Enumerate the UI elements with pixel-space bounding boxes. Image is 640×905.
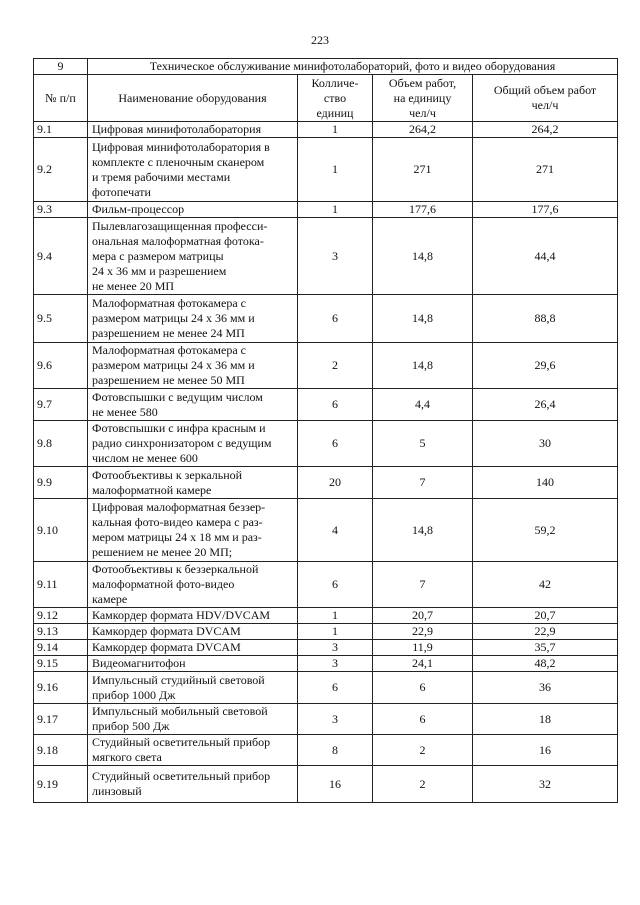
section-row xyxy=(34,59,618,75)
total-hours: 22,9 xyxy=(473,624,618,640)
per-unit-hours: 177,6 xyxy=(373,202,473,218)
total-hours: 44,4 xyxy=(473,218,618,295)
quantity: 1 xyxy=(298,122,373,138)
table-row xyxy=(34,138,618,202)
per-unit-hours: 14,8 xyxy=(373,499,473,562)
header-qty: Колличе- ство единиц xyxy=(298,75,373,122)
per-unit-hours: 6 xyxy=(373,672,473,704)
total-hours: 59,2 xyxy=(473,499,618,562)
table-row xyxy=(34,421,618,467)
header-per-unit: Объем работ, на единицу чел/ч xyxy=(373,75,473,122)
table-row xyxy=(34,499,618,562)
row-number: 9.2 xyxy=(34,138,88,202)
equipment-name: Видеомагнитофон xyxy=(88,656,298,672)
per-unit-hours: 22,9 xyxy=(373,624,473,640)
quantity: 2 xyxy=(298,343,373,389)
equipment-name: Малоформатная фотокамера с размером матрицы 24 x 36 мм и разрешением не менее 50 МП xyxy=(88,343,298,389)
quantity: 16 xyxy=(298,766,373,803)
per-unit-hours: 14,8 xyxy=(373,295,473,343)
table-row xyxy=(34,562,618,608)
total-hours: 264,2 xyxy=(473,122,618,138)
equipment-name: Камкордер формата DVCAM xyxy=(88,640,298,656)
total-hours: 29,6 xyxy=(473,343,618,389)
row-number: 9.1 xyxy=(34,122,88,138)
per-unit-hours: 6 xyxy=(373,704,473,735)
table-row xyxy=(34,672,618,704)
page-number: 223 xyxy=(311,33,329,47)
section-title: Техническое обслуживание минифотолабораторий, фото и видео оборудования xyxy=(88,59,618,75)
total-hours: 35,7 xyxy=(473,640,618,656)
total-hours: 88,8 xyxy=(473,295,618,343)
equipment-table xyxy=(33,58,618,803)
table-row xyxy=(34,640,618,656)
total-hours: 32 xyxy=(473,766,618,803)
total-hours: 16 xyxy=(473,735,618,766)
row-number: 9.7 xyxy=(34,389,88,421)
total-hours: 30 xyxy=(473,421,618,467)
quantity: 6 xyxy=(298,672,373,704)
section-number: 9 xyxy=(34,59,88,75)
equipment-name: Фотовспышки с инфра красным и радио синхронизатором с ведущим числом не менее 600 xyxy=(88,421,298,467)
per-unit-hours: 5 xyxy=(373,421,473,467)
per-unit-hours: 2 xyxy=(373,766,473,803)
total-hours: 177,6 xyxy=(473,202,618,218)
per-unit-hours: 14,8 xyxy=(373,343,473,389)
total-hours: 20,7 xyxy=(473,608,618,624)
quantity: 6 xyxy=(298,421,373,467)
equipment-name: Студийный осветительный прибор линзовый xyxy=(88,766,298,803)
row-number: 9.3 xyxy=(34,202,88,218)
quantity: 4 xyxy=(298,499,373,562)
quantity: 1 xyxy=(298,608,373,624)
equipment-name: Камкордер формата DVCAM xyxy=(88,624,298,640)
total-hours: 271 xyxy=(473,138,618,202)
row-number: 9.11 xyxy=(34,562,88,608)
quantity: 3 xyxy=(298,218,373,295)
equipment-name: Камкордер формата HDV/DVCAM xyxy=(88,608,298,624)
total-hours: 140 xyxy=(473,467,618,499)
row-number: 9.15 xyxy=(34,656,88,672)
quantity: 20 xyxy=(298,467,373,499)
equipment-name: Импульсный студийный световой прибор 1000 Дж xyxy=(88,672,298,704)
equipment-name: Фотообъективы к зеркальной малоформатной камере xyxy=(88,467,298,499)
per-unit-hours: 14,8 xyxy=(373,218,473,295)
quantity: 1 xyxy=(298,624,373,640)
row-number: 9.9 xyxy=(34,467,88,499)
header-row xyxy=(34,75,618,122)
row-number: 9.18 xyxy=(34,735,88,766)
total-hours: 42 xyxy=(473,562,618,608)
row-number: 9.5 xyxy=(34,295,88,343)
row-number: 9.10 xyxy=(34,499,88,562)
equipment-name: Импульсный мобильный световой прибор 500 Дж xyxy=(88,704,298,735)
header-name: Наименование оборудования xyxy=(88,75,298,122)
quantity: 1 xyxy=(298,202,373,218)
total-hours: 26,4 xyxy=(473,389,618,421)
header-num: № п/п xyxy=(34,75,88,122)
table-row xyxy=(34,624,618,640)
equipment-name: Студийный осветительный прибор мягкого света xyxy=(88,735,298,766)
total-hours: 48,2 xyxy=(473,656,618,672)
per-unit-hours: 264,2 xyxy=(373,122,473,138)
quantity: 3 xyxy=(298,656,373,672)
table-row xyxy=(34,389,618,421)
row-number: 9.19 xyxy=(34,766,88,803)
equipment-name: Цифровая минифотолаборатория xyxy=(88,122,298,138)
equipment-name: Малоформатная фотокамера с размером матрицы 24 x 36 мм и разрешением не менее 24 МП xyxy=(88,295,298,343)
equipment-name: Фотообъективы к беззеркальной малоформатной фото-видео камере xyxy=(88,562,298,608)
row-number: 9.12 xyxy=(34,608,88,624)
total-hours: 18 xyxy=(473,704,618,735)
table-row xyxy=(34,202,618,218)
table-row xyxy=(34,656,618,672)
table-row xyxy=(34,608,618,624)
quantity: 1 xyxy=(298,138,373,202)
quantity: 6 xyxy=(298,562,373,608)
table-row xyxy=(34,122,618,138)
per-unit-hours: 2 xyxy=(373,735,473,766)
per-unit-hours: 271 xyxy=(373,138,473,202)
table-row xyxy=(34,766,618,803)
row-number: 9.8 xyxy=(34,421,88,467)
per-unit-hours: 24,1 xyxy=(373,656,473,672)
equipment-name: Фильм-процессор xyxy=(88,202,298,218)
per-unit-hours: 4,4 xyxy=(373,389,473,421)
quantity: 6 xyxy=(298,389,373,421)
per-unit-hours: 7 xyxy=(373,562,473,608)
equipment-name: Фотовспышки с ведущим числом не менее 580 xyxy=(88,389,298,421)
per-unit-hours: 20,7 xyxy=(373,608,473,624)
quantity: 8 xyxy=(298,735,373,766)
row-number: 9.14 xyxy=(34,640,88,656)
equipment-name: Пылевлагозащищенная професси- ональная малоформатная фотока- мера с размером матрицы 24 x 36 мм и разрешением не менее 20 МП xyxy=(88,218,298,295)
per-unit-hours: 7 xyxy=(373,467,473,499)
table-row xyxy=(34,343,618,389)
equipment-name: Цифровая малоформатная беззер- кальная фото-видео камера с раз- мером матрицы 24 x 18 мм и раз- решением не менее 20 МП; xyxy=(88,499,298,562)
header-total: Общий объем работ чел/ч xyxy=(473,75,618,122)
row-number: 9.13 xyxy=(34,624,88,640)
table-row xyxy=(34,295,618,343)
table-row xyxy=(34,467,618,499)
table-row xyxy=(34,735,618,766)
per-unit-hours: 11,9 xyxy=(373,640,473,656)
row-number: 9.16 xyxy=(34,672,88,704)
table-row xyxy=(34,218,618,295)
table-row xyxy=(34,704,618,735)
equipment-name: Цифровая минифотолаборатория в комплекте с пленочным сканером и тремя рабочими местами фотопечати xyxy=(88,138,298,202)
quantity: 3 xyxy=(298,704,373,735)
total-hours: 36 xyxy=(473,672,618,704)
row-number: 9.17 xyxy=(34,704,88,735)
row-number: 9.4 xyxy=(34,218,88,295)
quantity: 6 xyxy=(298,295,373,343)
quantity: 3 xyxy=(298,640,373,656)
row-number: 9.6 xyxy=(34,343,88,389)
